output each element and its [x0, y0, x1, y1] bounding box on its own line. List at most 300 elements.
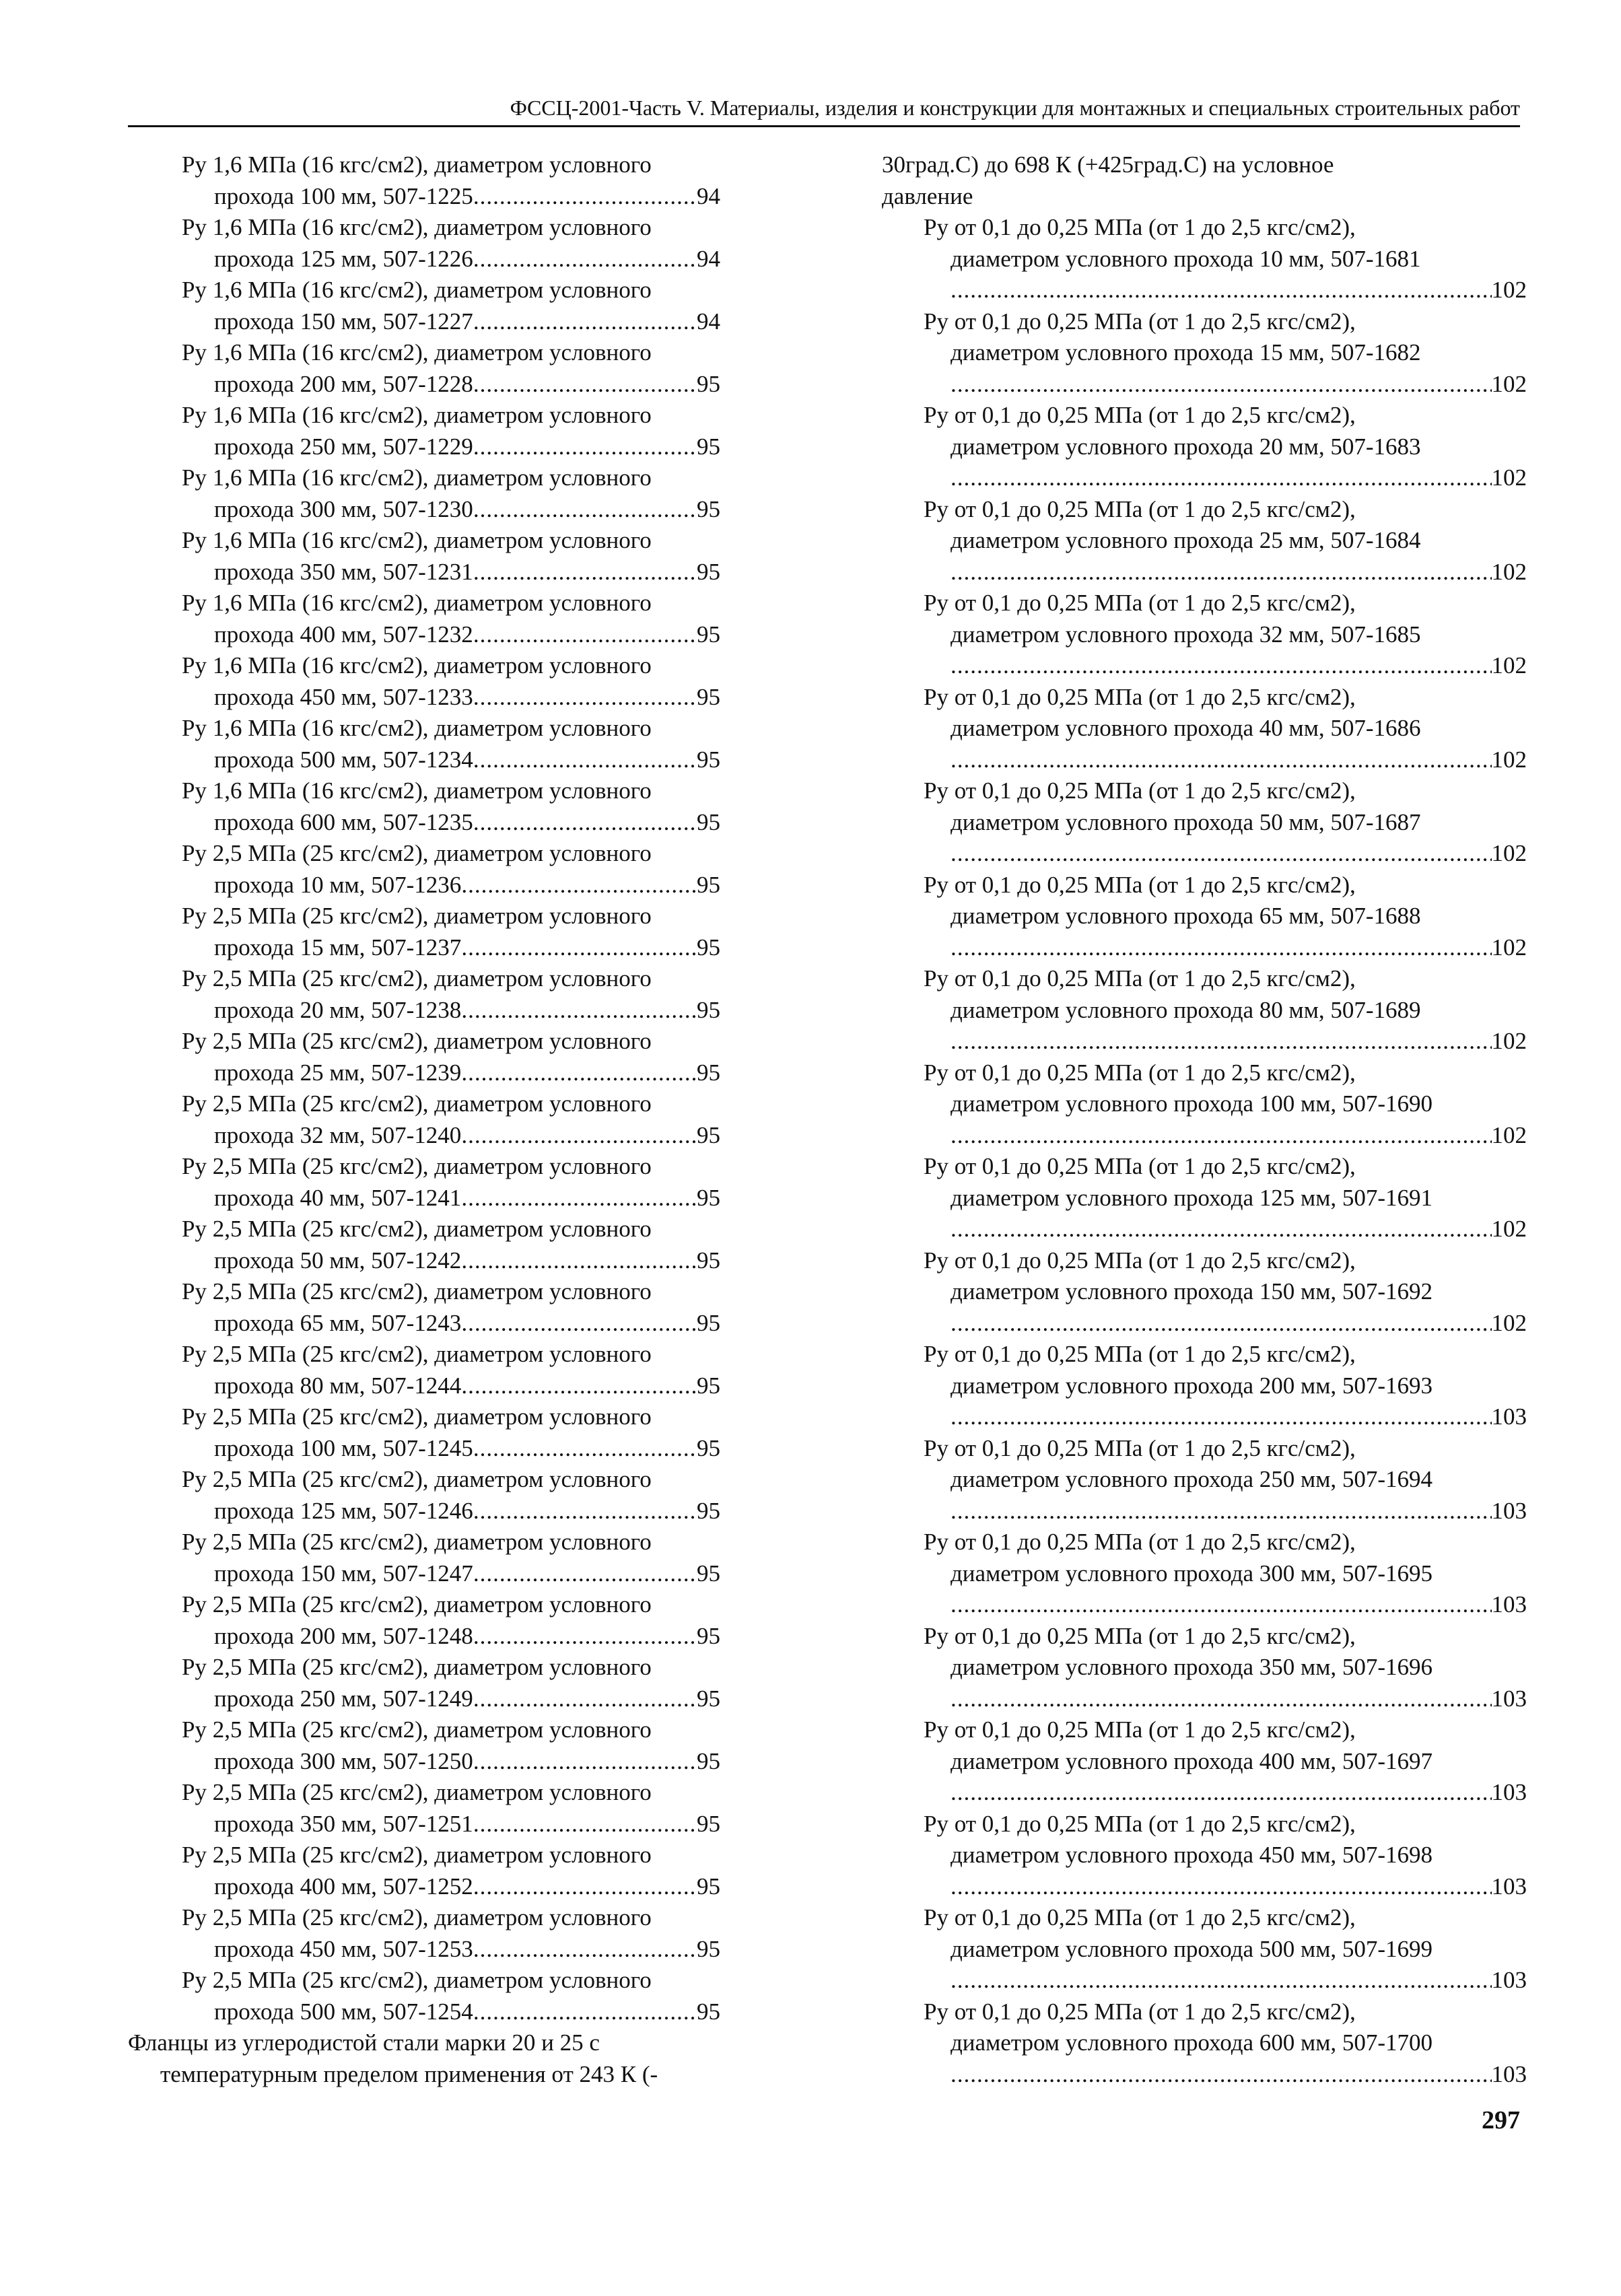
toc-entry	[128, 1214, 774, 1276]
toc-entry	[882, 1245, 1527, 1340]
toc-entry	[128, 275, 774, 337]
dot-leader	[951, 1965, 1492, 1996]
entry-line-3	[882, 744, 1527, 776]
toc-entry	[128, 588, 774, 650]
dot-leader	[951, 369, 1492, 401]
entry-page-number: 95	[697, 370, 720, 397]
entry-code: прохода 25 мм, 507-1239	[214, 1059, 462, 1086]
dot-leader	[473, 619, 697, 651]
toc-entry	[882, 1809, 1527, 1903]
entry-line-3	[882, 1214, 1527, 1245]
entry-page-number: 95	[697, 1434, 720, 1461]
dot-leader	[473, 1746, 697, 1778]
toc-entry	[882, 1057, 1527, 1152]
entry-description: Ру от 0,1 до 0,25 МПа (от 1 до 2,5 кгс/см2),	[924, 1529, 1356, 1555]
dot-leader	[951, 2059, 1492, 2091]
flange-heading-line-2: температурным пределом применения от 243 К (-	[160, 2060, 658, 2087]
entry-page-number: 95	[697, 1059, 720, 1086]
entry-description: Ру 2,5 МПа (25 кгс/см2), диаметром условного	[182, 1779, 652, 1805]
entry-line-2	[128, 1871, 720, 1903]
entry-code: диаметром условного прохода 600 мм, 507-1700	[951, 2029, 1433, 2056]
toc-entry	[128, 1777, 774, 1840]
entry-code: прохода 32 мм, 507-1240	[214, 1121, 462, 1148]
entry-code: прохода 10 мм, 507-1236	[214, 871, 462, 898]
entry-description: Ру 1,6 МПа (16 кгс/см2), диаметром условного	[182, 339, 652, 366]
toc-entry	[882, 1151, 1527, 1245]
entry-line-2	[128, 870, 720, 901]
entry-page-number: 95	[697, 1685, 720, 1712]
dot-leader	[461, 1183, 697, 1214]
dot-leader	[461, 932, 697, 964]
dot-leader	[473, 1433, 697, 1465]
entry-line-2	[128, 995, 720, 1027]
entry-description: Ру от 0,1 до 0,25 МПа (от 1 до 2,5 кгс/см2),	[924, 683, 1356, 710]
entry-page-number: 102	[1491, 277, 1527, 303]
entry-code: прохода 400 мм, 507-1232	[214, 621, 473, 648]
toc-entry	[882, 1339, 1527, 1433]
toc-entry	[128, 1902, 774, 1965]
toc-entry	[128, 963, 774, 1026]
entry-description: Ру 1,6 МПа (16 кгс/см2), диаметром условного	[182, 777, 652, 804]
entry-page-number: 95	[697, 1560, 720, 1587]
entry-description: Ру от 0,1 до 0,25 МПа (от 1 до 2,5 кгс/см2),	[924, 495, 1356, 522]
toc-entry	[882, 963, 1527, 1057]
entry-line-3	[882, 1120, 1527, 1152]
entry-page-number: 102	[1491, 934, 1527, 961]
dot-leader	[951, 838, 1492, 870]
entry-description: Ру от 0,1 до 0,25 МПа (от 1 до 2,5 кгс/см2),	[924, 871, 1356, 898]
entry-page-number: 103	[1491, 1591, 1527, 1617]
dot-leader	[951, 557, 1492, 588]
entry-description: Ру 1,6 МПа (16 кгс/см2), диаметром условного	[182, 715, 652, 741]
entry-line-2	[128, 557, 720, 588]
dot-leader	[473, 306, 697, 338]
entry-code: прохода 20 мм, 507-1238	[214, 996, 462, 1023]
entry-line-3	[882, 1589, 1527, 1621]
entry-page-number: 102	[1491, 1121, 1527, 1148]
entry-line-2	[128, 181, 720, 213]
dot-leader	[461, 995, 697, 1027]
entry-code: диаметром условного прохода 125 мм, 507-1691	[951, 1184, 1433, 1211]
dot-leader	[461, 1308, 697, 1340]
entry-line-3	[882, 369, 1527, 401]
entry-line-3	[882, 1965, 1527, 1996]
entry-page-number: 95	[697, 495, 720, 522]
entry-page-number: 103	[1491, 1403, 1527, 1430]
dot-leader	[473, 557, 697, 588]
entry-page-number: 95	[697, 433, 720, 460]
entry-page-number: 102	[1491, 746, 1527, 773]
entry-line-2	[128, 1370, 720, 1402]
toc-entry	[128, 1151, 774, 1214]
dot-leader	[473, 1934, 697, 1965]
entry-page-number: 102	[1491, 840, 1527, 866]
toc-entry	[128, 1527, 774, 1589]
entry-code: диаметром условного прохода 200 мм, 507-1693	[951, 1372, 1433, 1399]
entry-page-number: 95	[697, 996, 720, 1023]
dot-leader	[473, 807, 697, 839]
toc-entry	[128, 1714, 774, 1777]
entry-code: прохода 50 мм, 507-1242	[214, 1247, 462, 1274]
entry-code: прохода 250 мм, 507-1249	[214, 1685, 473, 1712]
entry-page-number: 95	[697, 746, 720, 773]
entry-description: Ру 2,5 МПа (25 кгс/см2), диаметром условного	[182, 1654, 652, 1680]
entry-description: Ру от 0,1 до 0,25 МПа (от 1 до 2,5 кгс/см2),	[924, 1341, 1356, 1367]
entry-code: диаметром условного прохода 400 мм, 507-1697	[951, 1747, 1433, 1774]
entry-code: диаметром условного прохода 150 мм, 507-1692	[951, 1278, 1433, 1304]
toc-entry	[882, 870, 1527, 964]
entry-code: прохода 150 мм, 507-1247	[214, 1560, 473, 1587]
dot-leader	[461, 1120, 697, 1152]
entry-line-2	[128, 1621, 720, 1653]
dot-leader	[951, 462, 1492, 494]
entry-code: прохода 500 мм, 507-1234	[214, 746, 473, 773]
entry-line-3	[882, 932, 1527, 964]
right-entry-list	[882, 212, 1527, 2090]
entry-line-2	[128, 494, 720, 526]
dot-leader	[473, 1558, 697, 1590]
toc-entry	[882, 1621, 1527, 1715]
toc-entry	[882, 306, 1527, 401]
entry-description: Ру от 0,1 до 0,25 МПа (от 1 до 2,5 кгс/см2),	[924, 214, 1356, 240]
entry-line-2	[128, 1120, 720, 1152]
entry-description: Ру 1,6 МПа (16 кгс/см2), диаметром условного	[182, 214, 652, 240]
toc-entry	[882, 682, 1527, 776]
entry-description: Ру от 0,1 до 0,25 МПа (от 1 до 2,5 кгс/см2),	[924, 1998, 1356, 2025]
entry-line-2	[128, 1996, 720, 2028]
entry-code: диаметром условного прохода 100 мм, 507-1690	[951, 1090, 1433, 1117]
entry-description: Ру 2,5 МПа (25 кгс/см2), диаметром условного	[182, 1090, 652, 1117]
entry-code: диаметром условного прохода 25 мм, 507-1684	[951, 527, 1421, 553]
dot-leader	[473, 744, 697, 776]
entry-code: прохода 100 мм, 507-1245	[214, 1434, 473, 1461]
entry-page-number: 103	[1491, 1497, 1527, 1524]
dot-leader	[473, 1871, 697, 1903]
toc-entry	[128, 1088, 774, 1151]
heading-continuation-line-2: давление	[882, 182, 973, 209]
dot-leader	[461, 1057, 697, 1089]
page-number: 297	[1482, 2106, 1520, 2134]
entry-page-number: 95	[697, 683, 720, 710]
dot-leader	[473, 1496, 697, 1527]
entry-page-number: 95	[697, 1309, 720, 1336]
dot-leader	[473, 1996, 697, 2028]
entry-page-number: 94	[697, 182, 720, 209]
dot-leader	[461, 870, 697, 901]
entry-code: прохода 150 мм, 507-1227	[214, 308, 473, 335]
entry-line-3	[882, 1777, 1527, 1809]
entry-line-3	[882, 462, 1527, 494]
dot-leader	[473, 244, 697, 275]
toc-entry	[882, 588, 1527, 682]
toc-entry	[128, 1339, 774, 1401]
entry-code: диаметром условного прохода 250 мм, 507-1694	[951, 1466, 1433, 1492]
entry-code: прохода 250 мм, 507-1229	[214, 433, 473, 460]
entry-description: Ру 2,5 МПа (25 кгс/см2), диаметром условного	[182, 1403, 652, 1430]
toc-entry	[128, 1276, 774, 1339]
entry-description: Ру 1,6 МПа (16 кгс/см2), диаметром условного	[182, 652, 652, 679]
dot-leader	[951, 1401, 1492, 1433]
entry-page-number: 95	[697, 1247, 720, 1274]
dot-leader	[473, 431, 697, 463]
entry-code: диаметром условного прохода 40 мм, 507-1686	[951, 715, 1421, 741]
entry-description: Ру 2,5 МПа (25 кгс/см2), диаметром условного	[182, 1716, 652, 1743]
entry-line-2	[128, 1558, 720, 1590]
entry-page-number: 103	[1491, 1967, 1527, 1993]
toc-entry	[882, 400, 1527, 494]
entry-line-2	[128, 1934, 720, 1965]
entry-line-3	[882, 557, 1527, 588]
entry-page-number: 95	[697, 1184, 720, 1211]
entry-description: Ру от 0,1 до 0,25 МПа (от 1 до 2,5 кгс/см2),	[924, 1434, 1356, 1461]
entry-description: Ру от 0,1 до 0,25 МПа (от 1 до 2,5 кгс/см2),	[924, 1059, 1356, 1086]
entry-line-2	[128, 306, 720, 338]
entry-page-number: 95	[697, 558, 720, 585]
entry-code: прохода 300 мм, 507-1250	[214, 1747, 473, 1774]
entry-line-3	[882, 1308, 1527, 1340]
toc-entry	[128, 775, 774, 838]
heading-continuation-line-1: 30град.С) до 698 К (+425град.С) на условное	[882, 151, 1334, 178]
entry-page-number: 103	[1491, 1779, 1527, 1805]
toc-entry	[128, 1464, 774, 1527]
entry-code: диаметром условного прохода 15 мм, 507-1682	[951, 339, 1421, 366]
toc-entry	[882, 1433, 1527, 1527]
entry-code: прохода 80 мм, 507-1244	[214, 1372, 462, 1399]
entry-description: Ру от 0,1 до 0,25 МПа (от 1 до 2,5 кгс/см2),	[924, 590, 1356, 616]
entry-code: прохода 15 мм, 507-1237	[214, 934, 462, 961]
toc-entry	[882, 1714, 1527, 1809]
entry-line-2	[128, 1683, 720, 1715]
dot-leader	[473, 682, 697, 714]
entry-page-number: 102	[1491, 1216, 1527, 1242]
entry-code: диаметром условного прохода 10 мм, 507-1681	[951, 245, 1421, 272]
dot-leader	[951, 1214, 1492, 1245]
entry-description: Ру от 0,1 до 0,25 МПа (от 1 до 2,5 кгс/см2),	[924, 965, 1356, 992]
dot-leader	[951, 1777, 1492, 1809]
heading-continuation	[882, 149, 1527, 212]
dot-leader	[951, 1026, 1492, 1057]
entry-line-3	[882, 1871, 1527, 1903]
entry-line-2	[128, 1809, 720, 1840]
entry-code: диаметром условного прохода 80 мм, 507-1689	[951, 996, 1421, 1023]
entry-description: Ру 2,5 МПа (25 кгс/см2), диаметром условного	[182, 840, 652, 866]
entry-code: прохода 200 мм, 507-1228	[214, 370, 473, 397]
entry-line-3	[882, 1496, 1527, 1527]
flange-heading-line-1: Фланцы из углеродистой стали марки 20 и 25 с	[128, 2029, 600, 2056]
entry-line-2	[128, 1496, 720, 1527]
entry-description: Ру 2,5 МПа (25 кгс/см2), диаметром условного	[182, 903, 652, 929]
toc-entry	[882, 775, 1527, 870]
entry-code: прохода 500 мм, 507-1254	[214, 1998, 473, 2025]
dot-leader	[461, 1370, 697, 1402]
toc-entry	[128, 525, 774, 588]
dot-leader	[473, 1683, 697, 1715]
left-column	[128, 149, 774, 2090]
dot-leader	[473, 1621, 697, 1653]
dot-leader	[473, 1809, 697, 1840]
entry-line-2	[128, 369, 720, 401]
dot-leader	[951, 1308, 1492, 1340]
right-column	[882, 149, 1527, 2090]
entry-description: Ру 2,5 МПа (25 кгс/см2), диаметром условного	[182, 1904, 652, 1930]
toc-entry	[882, 1902, 1527, 1996]
entry-page-number: 102	[1491, 1309, 1527, 1336]
entry-page-number: 95	[697, 808, 720, 835]
entry-line-2	[128, 1245, 720, 1277]
toc-entry	[128, 838, 774, 901]
entry-description: Ру 2,5 МПа (25 кгс/см2), диаметром условного	[182, 1216, 652, 1242]
entry-page-number: 94	[697, 308, 720, 335]
entry-page-number: 95	[697, 1873, 720, 1900]
dot-leader	[473, 494, 697, 526]
entry-description: Ру 2,5 МПа (25 кгс/см2), диаметром условного	[182, 1967, 652, 1993]
dot-leader	[951, 1683, 1492, 1715]
dot-leader	[951, 275, 1492, 306]
entry-description: Ру от 0,1 до 0,25 МПа (от 1 до 2,5 кгс/см2),	[924, 1153, 1356, 1179]
entry-description: Ру от 0,1 до 0,25 МПа (от 1 до 2,5 кгс/см2),	[924, 402, 1356, 428]
toc-entry	[882, 212, 1527, 306]
entry-code: прохода 450 мм, 507-1253	[214, 1935, 473, 1962]
toc-entry	[882, 494, 1527, 588]
entry-code: прохода 300 мм, 507-1230	[214, 495, 473, 522]
entry-page-number: 103	[1491, 1685, 1527, 1712]
entry-description: Ру от 0,1 до 0,25 МПа (от 1 до 2,5 кгс/см2),	[924, 1810, 1356, 1837]
entry-page-number: 95	[697, 934, 720, 961]
entry-code: прохода 350 мм, 507-1231	[214, 558, 473, 585]
entry-line-2	[128, 1183, 720, 1214]
entry-description: Ру от 0,1 до 0,25 МПа (от 1 до 2,5 кгс/см2),	[924, 1716, 1356, 1743]
entry-description: Ру 1,6 МПа (16 кгс/см2), диаметром условного	[182, 151, 652, 178]
entry-code: диаметром условного прохода 500 мм, 507-1699	[951, 1935, 1433, 1962]
entry-line-2	[128, 619, 720, 651]
entry-description: Ру 2,5 МПа (25 кгс/см2), диаметром условного	[182, 1278, 652, 1304]
dot-leader	[951, 744, 1492, 776]
page-header: ФССЦ-2001-Часть V. Материалы, изделия и конструкции для монтажных и специальных строительных работ	[128, 92, 1520, 127]
entry-line-2	[128, 932, 720, 964]
toc-entry	[128, 149, 774, 212]
entry-code: прохода 125 мм, 507-1246	[214, 1497, 473, 1524]
entry-description: Ру 1,6 МПа (16 кгс/см2), диаметром условного	[182, 527, 652, 553]
toc-entry	[128, 1589, 774, 1652]
toc-entry	[128, 337, 774, 400]
entry-page-number: 102	[1491, 1028, 1527, 1054]
entry-line-3	[882, 1683, 1527, 1715]
dot-leader	[461, 1245, 697, 1277]
entry-line-2	[128, 1057, 720, 1089]
entry-code: диаметром условного прохода 350 мм, 507-1696	[951, 1654, 1433, 1680]
toc-entry	[128, 1026, 774, 1088]
entry-line-3	[882, 650, 1527, 682]
toc-entry	[128, 1401, 774, 1464]
entry-description: Ру 2,5 МПа (25 кгс/см2), диаметром условного	[182, 1842, 652, 1868]
entry-page-number: 95	[697, 1372, 720, 1399]
toc-entry	[128, 212, 774, 275]
dot-leader	[473, 181, 697, 213]
entry-description: Ру от 0,1 до 0,25 МПа (от 1 до 2,5 кгс/см2),	[924, 308, 1356, 335]
toc-entry	[128, 462, 774, 525]
entry-code: диаметром условного прохода 20 мм, 507-1683	[951, 433, 1421, 460]
entry-code: прохода 600 мм, 507-1235	[214, 808, 473, 835]
entry-page-number: 94	[697, 245, 720, 272]
dot-leader	[951, 932, 1492, 964]
dot-leader	[951, 650, 1492, 682]
entry-code: прохода 40 мм, 507-1241	[214, 1184, 462, 1211]
entry-description: Ру 2,5 МПа (25 кгс/см2), диаметром условного	[182, 965, 652, 992]
entry-line-2	[128, 682, 720, 714]
entry-line-3	[882, 1401, 1527, 1433]
toc-entry	[882, 1527, 1527, 1621]
entry-page-number: 95	[697, 1810, 720, 1837]
dot-leader	[951, 1589, 1492, 1621]
toc-entry	[882, 1996, 1527, 2091]
toc-entry	[128, 1965, 774, 2027]
entry-page-number: 95	[697, 1497, 720, 1524]
entry-line-3	[882, 275, 1527, 306]
entry-page-number: 102	[1491, 558, 1527, 585]
entry-code: прохода 65 мм, 507-1243	[214, 1309, 462, 1336]
toc-entry	[128, 650, 774, 713]
entry-page-number: 95	[697, 1998, 720, 2025]
entry-code: прохода 125 мм, 507-1226	[214, 245, 473, 272]
entry-description: Ру 2,5 МПа (25 кгс/см2), диаметром условного	[182, 1591, 652, 1617]
entry-page-number: 95	[697, 1747, 720, 1774]
entry-page-number: 103	[1491, 2060, 1527, 2087]
entry-code: прохода 200 мм, 507-1248	[214, 1622, 473, 1649]
entry-description: Ру 1,6 МПа (16 кгс/см2), диаметром условного	[182, 277, 652, 303]
left-entry-list	[128, 149, 774, 2027]
entry-description: Ру 2,5 МПа (25 кгс/см2), диаметром условного	[182, 1466, 652, 1492]
entry-code: диаметром условного прохода 32 мм, 507-1685	[951, 621, 1421, 648]
dot-leader	[473, 369, 697, 401]
entry-line-2	[128, 1746, 720, 1778]
entry-code: диаметром условного прохода 450 мм, 507-1698	[951, 1842, 1433, 1868]
entry-line-2	[128, 1433, 720, 1465]
entry-description: Ру 1,6 МПа (16 кгс/см2), диаметром условного	[182, 402, 652, 428]
entry-description: Ру 1,6 МПа (16 кгс/см2), диаметром условного	[182, 464, 652, 491]
entry-description: Ру от 0,1 до 0,25 МПа (от 1 до 2,5 кгс/см2),	[924, 1247, 1356, 1274]
flange-heading	[128, 2027, 774, 2090]
entry-description: Ру 1,6 МПа (16 кгс/см2), диаметром условного	[182, 590, 652, 616]
entry-code: диаметром условного прохода 50 мм, 507-1687	[951, 808, 1421, 835]
entry-description: Ру от 0,1 до 0,25 МПа (от 1 до 2,5 кгс/см2),	[924, 1904, 1356, 1930]
entry-code: диаметром условного прохода 300 мм, 507-1695	[951, 1560, 1433, 1587]
entry-description: Ру 2,5 МПа (25 кгс/см2), диаметром условного	[182, 1341, 652, 1367]
entry-line-2	[128, 244, 720, 275]
toc-entry	[128, 1652, 774, 1714]
entry-page-number: 102	[1491, 370, 1527, 397]
entry-code: прохода 400 мм, 507-1252	[214, 1873, 473, 1900]
entry-line-3	[882, 838, 1527, 870]
entry-page-number: 102	[1491, 464, 1527, 491]
entry-page-number: 95	[697, 871, 720, 898]
entry-description: Ру 2,5 МПа (25 кгс/см2), диаметром условного	[182, 1153, 652, 1179]
entry-page-number: 103	[1491, 1873, 1527, 1900]
toc-entry	[128, 1840, 774, 1902]
entry-line-3	[882, 2059, 1527, 2091]
entry-description: Ру от 0,1 до 0,25 МПа (от 1 до 2,5 кгс/см2),	[924, 777, 1356, 804]
entry-code: прохода 350 мм, 507-1251	[214, 1810, 473, 1837]
entry-page-number: 95	[697, 1121, 720, 1148]
entry-line-2	[128, 807, 720, 839]
entry-page-number: 95	[697, 1622, 720, 1649]
entry-description: Ру 2,5 МПа (25 кгс/см2), диаметром условного	[182, 1028, 652, 1054]
entry-description: Ру 2,5 МПа (25 кгс/см2), диаметром условного	[182, 1529, 652, 1555]
entry-code: прохода 100 мм, 507-1225	[214, 182, 473, 209]
dot-leader	[951, 1496, 1492, 1527]
dot-leader	[951, 1871, 1492, 1903]
entry-line-2	[128, 1308, 720, 1340]
toc-entry	[128, 713, 774, 775]
